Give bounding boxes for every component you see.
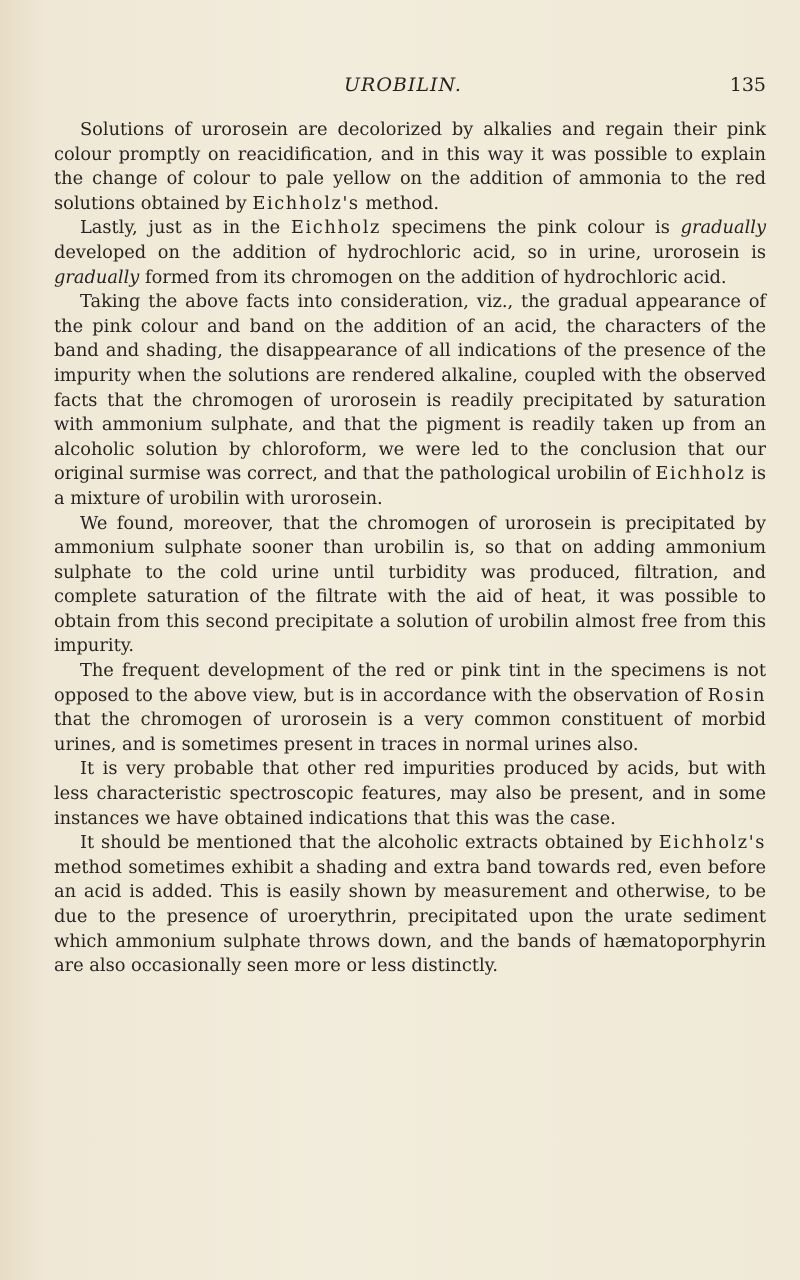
text-run: specimens the pink colour is <box>381 217 681 239</box>
paragraph <box>54 659 766 757</box>
author-name: Rosin <box>707 684 766 706</box>
author-name: Eichholz <box>290 217 381 239</box>
author-name: Eichholz's <box>658 832 766 854</box>
text-run: It is very probable that other red impurities produced by acids, but with less characteristic spectroscopic features, may also be present, and in some instances we have obtained indications that this was the case. <box>54 758 766 829</box>
text-run: method sometimes exhibit a shading and extra band towards red, even before an acid is added. This is easily shown by measurement and otherwise, to be due to the presence of uroerythrin, precipitated upon the urate sediment which ammonium sulphate throws down, and the bands of hæmatoporphyrin are also occasionally seen more or less distinctly. <box>54 856 766 977</box>
text-run: We found, moreover, that the chromogen of urorosein is precipitated by ammonium sulphate sooner than urobilin is, so that on adding ammonium sulphate to the cold urine until turbidity was produced, filtration, and complete saturation of the filtrate with the aid of heat, it was possible to obtain from this second precipitate a solution of urobilin almost free from this impurity. <box>54 512 766 657</box>
paragraph <box>54 512 766 660</box>
text-run: It should be mentioned that the alcoholic extracts obtained by <box>80 832 659 854</box>
paragraph <box>54 118 766 216</box>
body-text <box>54 118 766 979</box>
text-run: Lastly, just as in the <box>80 217 291 239</box>
text-run: is a mixture of urobilin with urorosein. <box>54 463 766 509</box>
emphasis: gradually <box>54 266 140 288</box>
author-name: Eichholz <box>655 463 746 485</box>
paragraph <box>54 216 766 290</box>
paragraph <box>54 757 766 831</box>
text-run: method. <box>359 192 440 214</box>
text-run: The frequent development of the red or pink tint in the specimens is not opposed to the above view, but is in accordance with the observation of <box>54 660 766 706</box>
text-run: Solutions of urorosein are decolorized by alkalies and regain their pink colour promptly on reacidification, and in this way it was possible to explain the change of colour to pale yellow on the addition of ammonia to the red solutions obtained by <box>54 119 766 214</box>
text-run: formed from its chromogen on the addition of hydrochloric acid. <box>139 266 727 288</box>
text-run: that the chromogen of urorosein is a very common constituent of morbid urines, and is sometimes present in traces in normal urines also. <box>54 709 766 755</box>
page-number: 135 <box>729 74 766 96</box>
text-run: Taking the above facts into consideration, viz., the gradual appearance of the pink colour and band on the addition of an acid, the characters of the band and shading, the disappearance of all indications of the presence of the impurity when the solutions are rendered alkaline, coupled with the observed facts that the chromogen of urorosein is readily precipitated by saturation with ammonium sulphate, and that the pigment is readily taken up from an alcoholic solution by chloroform, we were led to the conclusion that our original surmise was correct, and that the pathological urobilin of <box>54 291 766 485</box>
running-head: UROBILIN. <box>344 74 462 96</box>
emphasis: gradually <box>680 217 766 239</box>
paragraph <box>54 290 766 511</box>
author-name: Eichholz's <box>252 192 360 214</box>
page-header <box>54 72 766 102</box>
text-run: developed on the addition of hydrochloric acid, so in urine, urorosein is <box>54 241 766 263</box>
paragraph <box>54 831 766 979</box>
